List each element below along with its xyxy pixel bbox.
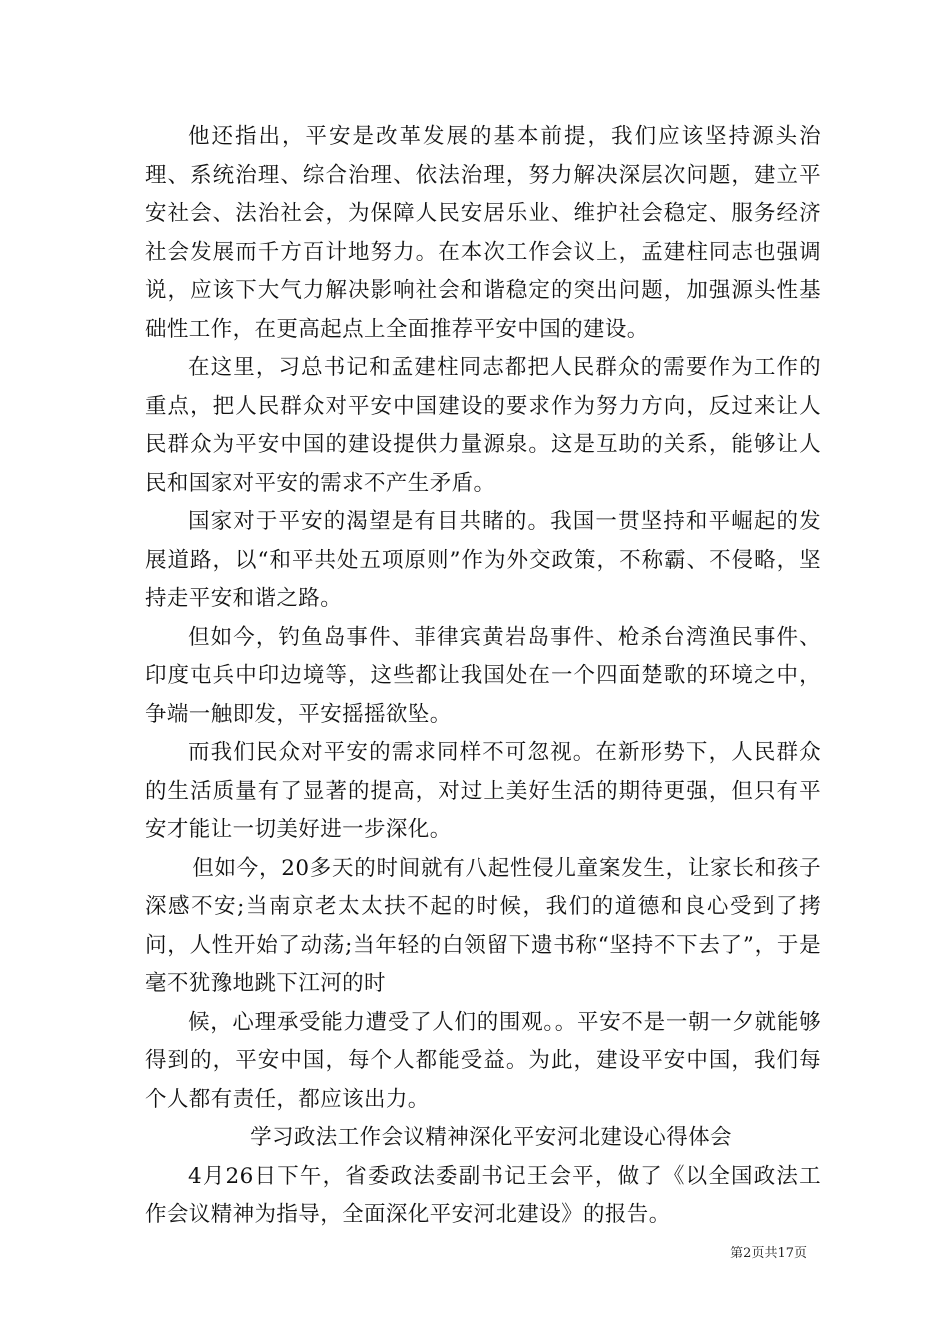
section-title: 学习政法工作会议精神深化平安河北建设心得体会 <box>250 1125 732 1150</box>
document-body <box>145 118 821 1235</box>
page-number-footer: 第2页共17页 <box>730 1246 807 1261</box>
paragraph-3: 国家对于平安的渴望是有目共睹的。我国一贯坚持和平崛起的发展道路，以“和平共处五项原则”作为外交政策，不称霸、不侵略，坚持走平安和谐之路。 <box>145 509 821 611</box>
paragraph-1: 他还指出，平安是改革发展的基本前提，我们应该坚持源头治理、系统治理、综合治理、依法治理，努力解决深层次问题，建立平安社会、法治社会，为保障人民安居乐业、维护社会稳定、服务经济社会发展而千方百计地努力。在本次工作会议上，孟建柱同志也强调说，应该下大气力解决影响社会和谐稳定的突出问题，加强源头性基础性工作，在更高起点上全面推荐平安中国的建设。 <box>145 124 821 342</box>
intro-paragraph: 4月26日下午，省委政法委副书记王会平，做了《以全国政法工作会议精神为指导，全面深化平安河北建设》的报告。 <box>145 1163 821 1227</box>
paragraph-7: 候，心理承受能力遭受了人们的围观。。平安不是一朝一夕就能够得到的，平安中国，每个人都能受益。为此，建设平安中国，我们每个人都有责任，都应该出力。 <box>145 1009 821 1112</box>
paragraph-5: 而我们民众对平安的需求同样不可忽视。在新形势下，人民群众的生活质量有了显著的提高，对过上美好生活的期待更强，但只有平安才能让一切美好进一步深化。 <box>145 740 821 842</box>
paragraph-6: 但如今，20多天的时间就有八起性侵儿童案发生，让家长和孩子深感不安;当南京老太太扶不起的时候，我们的道德和良心受到了拷问，人性开始了动荡;当年轻的白领留下遗书称“坚持不下去了”，于是毫不犹豫地跳下江河的时 <box>145 855 821 996</box>
paragraph-4: 但如今，钓鱼岛事件、菲律宾黄岩岛事件、枪杀台湾渔民事件、印度屯兵中印边境等，这些都让我国处在一个四面楚歌的环境之中，争端一触即发，平安摇摇欲坠。 <box>145 624 821 727</box>
paragraph-2: 在这里，习总书记和孟建柱同志都把人民群众的需要作为工作的重点，把人民群众对平安中国建设的要求作为努力方向，反过来让人民群众为平安中国的建设提供力量源泉。这是互助的关系，能够让人民和国家对平安的需求不产生矛盾。 <box>145 355 821 496</box>
